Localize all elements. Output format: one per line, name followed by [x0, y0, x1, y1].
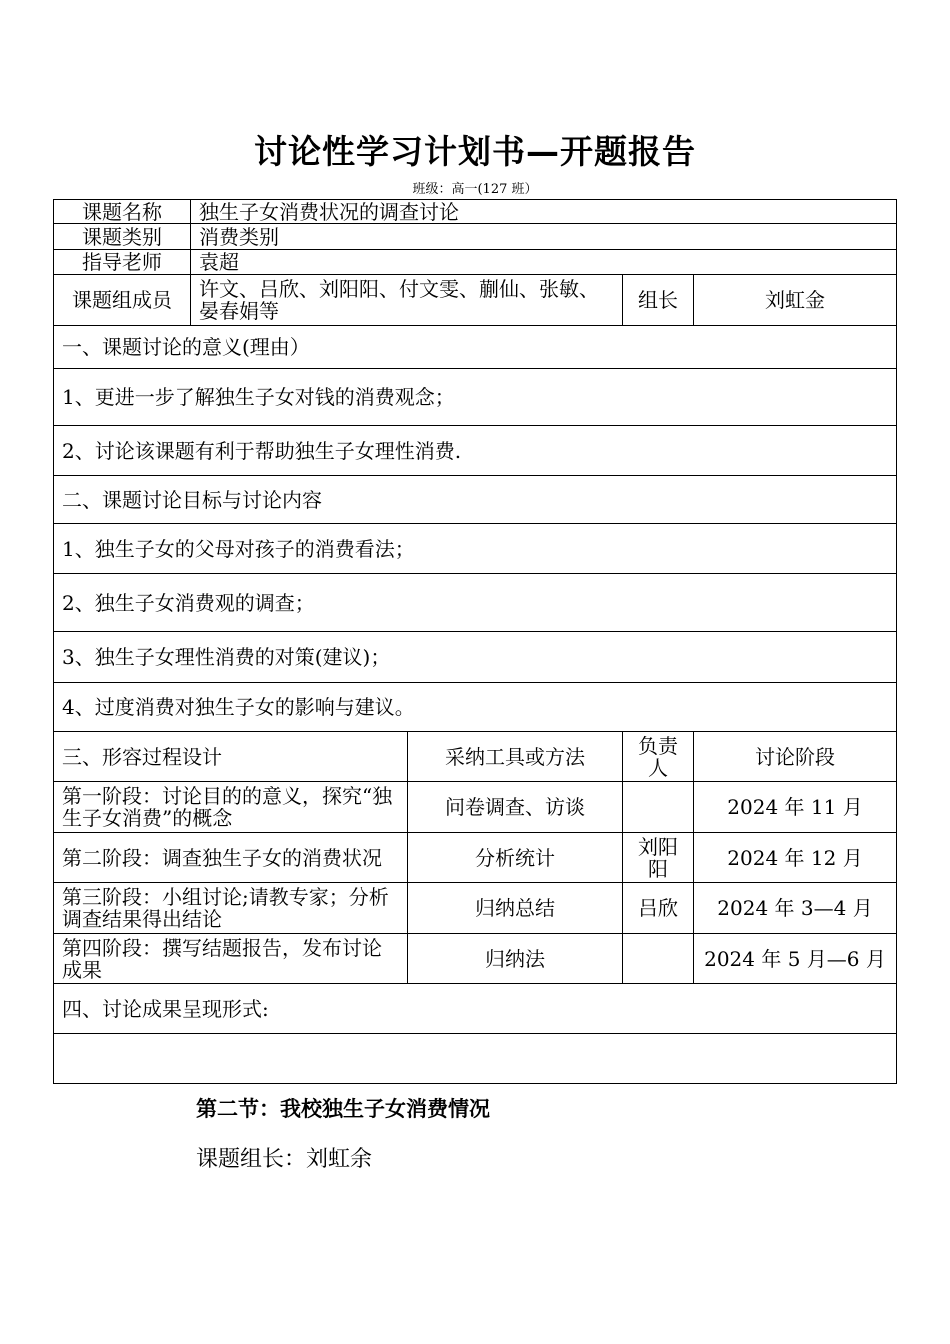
process-method: 分析统计 — [408, 833, 623, 883]
section2-item-row — [54, 524, 897, 574]
section2-item-row — [54, 632, 897, 683]
section2-item: 3、独生子女理性消费的对策(建议)； — [54, 632, 897, 683]
process-row — [54, 934, 897, 984]
section4-content — [54, 1034, 897, 1084]
process-header-method: 采纳工具或方法 — [408, 732, 623, 782]
section-heading: 第二节：我校独生子女消费情况 — [196, 1097, 490, 1121]
process-method: 归纳总结 — [408, 883, 623, 934]
section1-item-row — [54, 369, 897, 426]
process-owner: 吕欣 — [623, 883, 694, 934]
section2-item: 1、独生子女的父母对孩子的消费看法； — [54, 524, 897, 574]
members-value: 许文、吕欣、刘阳阳、付文雯、蒯仙、张敏、晏春娟等 — [191, 275, 623, 326]
leader-line: 课题组长：刘虹余 — [196, 1147, 373, 1172]
category-row — [54, 224, 897, 250]
process-stage: 第三阶段：小组讨论;请教专家；分析调查结果得出结论 — [54, 883, 408, 934]
process-period: 2024 年 11 月 — [694, 782, 897, 833]
process-owner — [623, 782, 694, 833]
members-label: 课题组成员 — [54, 275, 191, 326]
section2-item: 2、独生子女消费观的调查； — [54, 574, 897, 632]
process-period: 2024 年 5 月—6 月 — [694, 934, 897, 984]
class-info: 班级：高一(127 班） — [412, 182, 538, 197]
section1-item: 2、讨论该课题有利于帮助独生子女理性消费. — [54, 426, 897, 476]
process-period: 2024 年 3—4 月 — [694, 883, 897, 934]
section1-item-row — [54, 426, 897, 476]
category-value: 消费类别 — [191, 224, 897, 250]
teacher-value: 袁超 — [191, 250, 897, 275]
process-stage: 第二阶段：调查独生子女的消费状况 — [54, 833, 408, 883]
process-method: 问卷调查、访谈 — [408, 782, 623, 833]
section1-heading-row — [54, 326, 897, 369]
section2-item: 4、过度消费对独生子女的影响与建议。 — [54, 683, 897, 732]
document-title: 讨论性学习计划书—开题报告 — [254, 132, 696, 171]
process-period: 2024 年 12 月 — [694, 833, 897, 883]
process-header-period: 讨论阶段 — [694, 732, 897, 782]
topic-label: 课题名称 — [54, 200, 191, 224]
section4-heading: 四、讨论成果呈现形式: — [54, 984, 897, 1034]
teacher-label: 指导老师 — [54, 250, 191, 275]
leader-label: 组长 — [623, 275, 694, 326]
section4-content-row — [54, 1034, 897, 1084]
section2-item-row — [54, 574, 897, 632]
topic-value: 独生子女消费状况的调查讨论 — [191, 200, 897, 224]
section2-heading-row — [54, 476, 897, 524]
teacher-row — [54, 250, 897, 275]
members-row — [54, 275, 897, 326]
process-header-stage: 三、形容过程设计 — [54, 732, 408, 782]
category-label: 课题类别 — [54, 224, 191, 250]
leader-value: 刘虹金 — [694, 275, 897, 326]
section1-heading: 一、课题讨论的意义(理由） — [54, 326, 897, 369]
process-stage: 第一阶段：讨论目的的意义，探究“独生子女消费”的概念 — [54, 782, 408, 833]
process-row — [54, 883, 897, 934]
process-owner: 刘阳阳 — [623, 833, 694, 883]
process-row — [54, 782, 897, 833]
process-stage: 第四阶段：撰写结题报告，发布讨论成果 — [54, 934, 408, 984]
process-row — [54, 833, 897, 883]
process-method: 归纳法 — [408, 934, 623, 984]
process-owner — [623, 934, 694, 984]
topic-row — [54, 200, 897, 224]
section2-heading: 二、课题讨论目标与讨论内容 — [54, 476, 897, 524]
plan-table — [53, 199, 897, 1084]
process-header-owner: 负责人 — [623, 732, 694, 782]
section1-item: 1、更进一步了解独生子女对钱的消费观念； — [54, 369, 897, 426]
process-header-row — [54, 732, 897, 782]
section2-item-row — [54, 683, 897, 732]
section4-heading-row — [54, 984, 897, 1034]
